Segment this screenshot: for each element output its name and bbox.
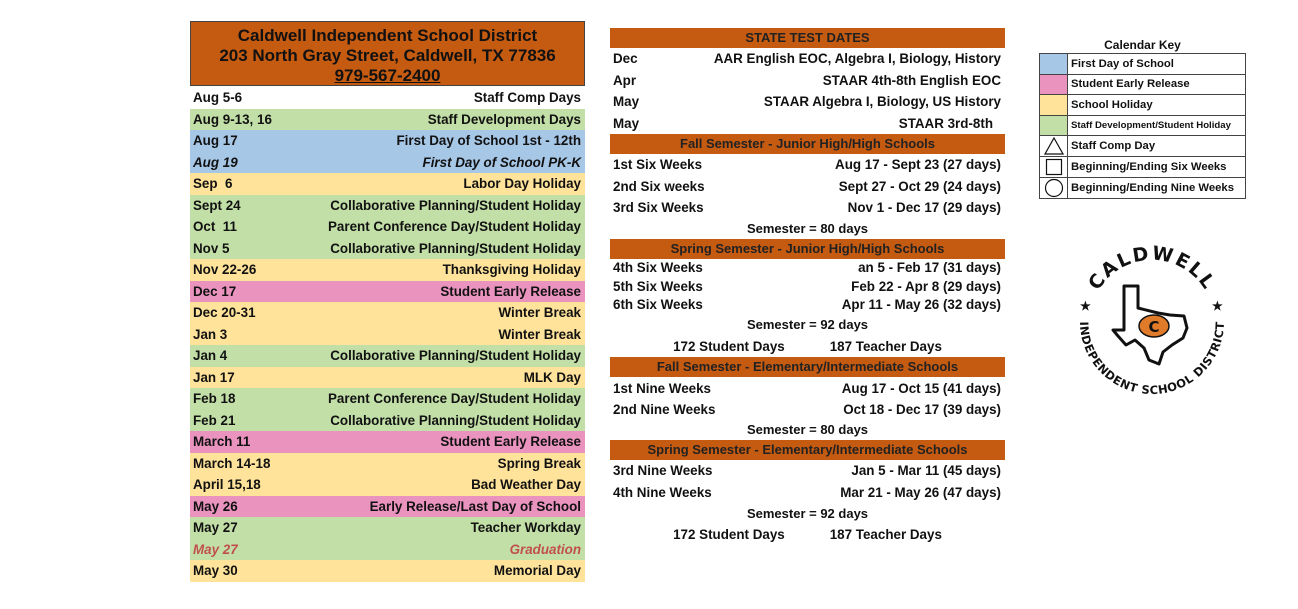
- key-row: [1040, 157, 1245, 178]
- event-date: Aug 9-13, 16: [193, 111, 272, 127]
- event-row: [190, 431, 585, 453]
- event-date: Sept 24: [193, 197, 241, 213]
- event-label: Early Release/Last Day of School: [369, 498, 581, 514]
- period-name: 5th Six Weeks: [613, 278, 703, 294]
- grading-period-row: [610, 197, 1005, 219]
- event-row: [190, 324, 585, 346]
- event-label: Parent Conference Day/Student Holiday: [328, 219, 581, 235]
- period-name: 2nd Nine Weeks: [613, 402, 716, 417]
- key-row: [1040, 75, 1245, 96]
- event-row: [190, 345, 585, 367]
- event-label: Collaborative Planning/Student Holiday: [330, 197, 581, 213]
- period-range: Mar 21 - May 26 (47 days): [840, 484, 1001, 500]
- event-calendar-list: [190, 87, 585, 582]
- triangle-icon: [1040, 136, 1068, 156]
- event-label: MLK Day: [523, 369, 581, 385]
- event-row: [190, 195, 585, 217]
- test-names: STAAR Algebra I, Biology, US History: [763, 94, 1001, 110]
- event-date: Jan 17: [193, 369, 235, 385]
- period-range: Nov 1 - Dec 17 (29 days): [847, 200, 1001, 216]
- star-icon: ★: [1080, 299, 1091, 313]
- event-label: Teacher Workday: [470, 520, 581, 536]
- period-range: Apr 11 - May 26 (32 days): [841, 297, 1001, 313]
- grading-period-row: [610, 399, 1005, 420]
- event-row: [190, 496, 585, 518]
- key-label: Beginning/Ending Six Weeks: [1071, 160, 1227, 173]
- semester-total: Semester = 92 days: [746, 317, 869, 332]
- days-summary: [610, 336, 1005, 357]
- district-name: Caldwell Independent School District: [237, 26, 538, 45]
- event-label: First Day of School PK-K: [422, 154, 581, 170]
- grading-period-row: [610, 377, 1005, 399]
- period-name: 6th Six Weeks: [613, 297, 703, 313]
- state-test-row: [610, 113, 1005, 135]
- event-date: Jan 4: [193, 348, 228, 364]
- blue-swatch: [1040, 54, 1068, 74]
- logo-top-text: CALDWELL: [1084, 242, 1221, 295]
- event-row: [190, 474, 585, 496]
- days-summary: [610, 524, 1005, 545]
- key-label: Staff Development/Student Holiday: [1071, 120, 1231, 132]
- event-date: Aug 17: [193, 133, 238, 149]
- event-label: Collaborative Planning/Student Holiday: [330, 240, 581, 256]
- test-names: STAAR 4th-8th English EOC: [822, 72, 1001, 88]
- event-date: May 26: [193, 498, 238, 514]
- event-label: Winter Break: [498, 326, 581, 342]
- event-date: Dec 20-31: [193, 305, 256, 321]
- key-label: Student Early Release: [1071, 78, 1190, 91]
- test-month: May: [613, 115, 640, 131]
- square-icon: [1040, 157, 1068, 177]
- event-date: Aug 5-6: [193, 90, 243, 106]
- key-row: [1040, 136, 1245, 157]
- period-range: Jan 5 - Mar 11 (45 days): [851, 463, 1001, 479]
- event-date: Nov 5: [193, 240, 230, 256]
- student-days: 172 Student Days: [673, 526, 785, 542]
- semester-total: Semester = 80 days: [746, 422, 869, 437]
- event-row: [190, 281, 585, 303]
- period-name: 3rd Six Weeks: [613, 200, 704, 216]
- key-row: [1040, 54, 1245, 75]
- district-header: [190, 21, 585, 86]
- teacher-days: 187 Teacher Days: [829, 339, 942, 354]
- event-date: April 15,18: [193, 477, 261, 493]
- event-row: [190, 560, 585, 582]
- event-row: [190, 259, 585, 281]
- state-test-row: [610, 48, 1005, 70]
- period-range: an 5 - Feb 17 (31 days): [858, 260, 1001, 276]
- event-date: Aug 19: [193, 154, 238, 170]
- circle-icon: [1040, 178, 1068, 199]
- event-row: [190, 453, 585, 475]
- schedule-column: [610, 28, 1005, 545]
- event-label: First Day of School 1st - 12th: [396, 133, 581, 149]
- fall-el-header: Fall Semester - Elementary/Intermediate Schools: [610, 357, 1005, 377]
- period-range: Oct 18 - Dec 17 (39 days): [843, 402, 1001, 417]
- logo-letter: C: [1148, 318, 1160, 336]
- event-label: Thanksgiving Holiday: [442, 262, 581, 278]
- key-row: [1040, 178, 1245, 199]
- state-test-list: [610, 48, 1005, 134]
- period-name: 4th Six Weeks: [613, 260, 703, 276]
- event-row: [190, 517, 585, 539]
- grading-period-row: [610, 277, 1005, 296]
- event-row: [190, 302, 585, 324]
- yellow-swatch: [1040, 95, 1068, 115]
- c-emblem-icon: [1139, 315, 1169, 337]
- event-date: May 30: [193, 563, 238, 579]
- student-days: 172 Student Days: [673, 339, 785, 354]
- key-row: [1040, 95, 1245, 116]
- grading-period-row: [610, 482, 1005, 503]
- event-row: [190, 109, 585, 131]
- period-range: Feb 22 - Apr 8 (29 days): [851, 278, 1001, 294]
- event-label: Graduation: [509, 541, 581, 557]
- event-date: Jan 3: [193, 326, 228, 342]
- key-label: Staff Comp Day: [1071, 140, 1156, 153]
- star-icon: ★: [1212, 299, 1223, 313]
- grading-period-row: [610, 154, 1005, 176]
- event-label: Staff Development Days: [427, 111, 581, 127]
- event-label: Spring Break: [497, 455, 581, 471]
- event-label: Staff Comp Days: [473, 90, 581, 106]
- test-month: Apr: [613, 72, 637, 88]
- event-date: Feb 18: [193, 391, 236, 407]
- key-label: First Day of School: [1071, 57, 1174, 70]
- key-row: [1040, 116, 1245, 137]
- period-range: Aug 17 - Sept 23 (27 days): [835, 157, 1001, 173]
- event-label: Student Early Release: [440, 283, 581, 299]
- event-date: May 27: [193, 520, 238, 536]
- period-name: 4th Nine Weeks: [613, 484, 712, 500]
- district-logo: [1062, 242, 1242, 402]
- period-name: 1st Nine Weeks: [613, 380, 711, 396]
- pink-swatch: [1040, 75, 1068, 95]
- event-label: Student Early Release: [440, 434, 581, 450]
- event-date: March 11: [193, 434, 251, 450]
- event-row: [190, 367, 585, 389]
- logo-bottom-text: INDEPENDENT SCHOOL DISTRICT: [1076, 321, 1228, 398]
- test-names: STAAR 3rd-8th: [898, 115, 993, 131]
- event-row: [190, 216, 585, 238]
- event-row: [190, 410, 585, 432]
- event-row: [190, 539, 585, 561]
- period-name: 3rd Nine Weeks: [613, 463, 713, 479]
- event-label: Collaborative Planning/Student Holiday: [330, 348, 581, 364]
- event-row: [190, 388, 585, 410]
- state-test-row: [610, 70, 1005, 92]
- event-date: Sep 6: [193, 176, 233, 192]
- event-date: May 27: [193, 541, 238, 557]
- event-label: Bad Weather Day: [471, 477, 581, 493]
- event-row: [190, 238, 585, 260]
- test-names: AAR English EOC, Algebra I, Biology, History: [713, 51, 1001, 67]
- district-address: 203 North Gray Street, Caldwell, TX 77836: [219, 46, 556, 65]
- key-label: Beginning/Ending Nine Weeks: [1071, 181, 1234, 194]
- test-month: May: [613, 94, 640, 110]
- period-range: Sept 27 - Oct 29 (24 days): [838, 178, 1001, 194]
- fall-jh-header: Fall Semester - Junior High/High Schools: [610, 134, 1005, 154]
- event-label: Parent Conference Day/Student Holiday: [328, 391, 581, 407]
- period-name: 1st Six Weeks: [613, 157, 703, 173]
- event-date: Feb 21: [193, 412, 236, 428]
- period-range: Aug 17 - Oct 15 (41 days): [841, 380, 1001, 396]
- event-row: [190, 87, 585, 109]
- event-date: Dec 17: [193, 283, 237, 299]
- grading-period-row: [610, 259, 1005, 278]
- state-test-row: [610, 91, 1005, 113]
- grading-period-row: [610, 296, 1005, 315]
- state-test-header: STATE TEST DATES: [610, 28, 1005, 48]
- calendar-key-title: Calendar Key: [1104, 38, 1181, 52]
- semester-total: Semester = 92 days: [746, 505, 869, 521]
- event-label: Winter Break: [498, 305, 581, 321]
- event-date: Nov 22-26: [193, 262, 257, 278]
- event-row: [190, 130, 585, 152]
- district-phone: 979-567-2400: [334, 66, 441, 85]
- spring-el-header: Spring Semester - Elementary/Intermediate Schools: [610, 440, 1005, 460]
- svg-text:CALDWELL: [1084, 242, 1220, 294]
- green-swatch: [1040, 116, 1068, 136]
- spring-jh-header: Spring Semester - Junior High/High Schools: [610, 239, 1005, 259]
- grading-period-row: [610, 176, 1005, 198]
- calendar-key: [1039, 53, 1246, 199]
- period-name: 2nd Six weeks: [613, 178, 705, 194]
- event-label: Memorial Day: [493, 563, 581, 579]
- event-label: Collaborative Planning/Student Holiday: [330, 412, 581, 428]
- key-label: School Holiday: [1071, 98, 1153, 111]
- event-date: Oct 11: [193, 219, 237, 235]
- test-month: Dec: [613, 51, 638, 67]
- event-row: [190, 173, 585, 195]
- semester-total: Semester = 80 days: [746, 220, 869, 236]
- grading-period-row: [610, 460, 1005, 482]
- event-label: Labor Day Holiday: [463, 176, 581, 192]
- event-date: March 14-18: [193, 455, 271, 471]
- teacher-days: 187 Teacher Days: [829, 526, 942, 542]
- event-row: [190, 152, 585, 174]
